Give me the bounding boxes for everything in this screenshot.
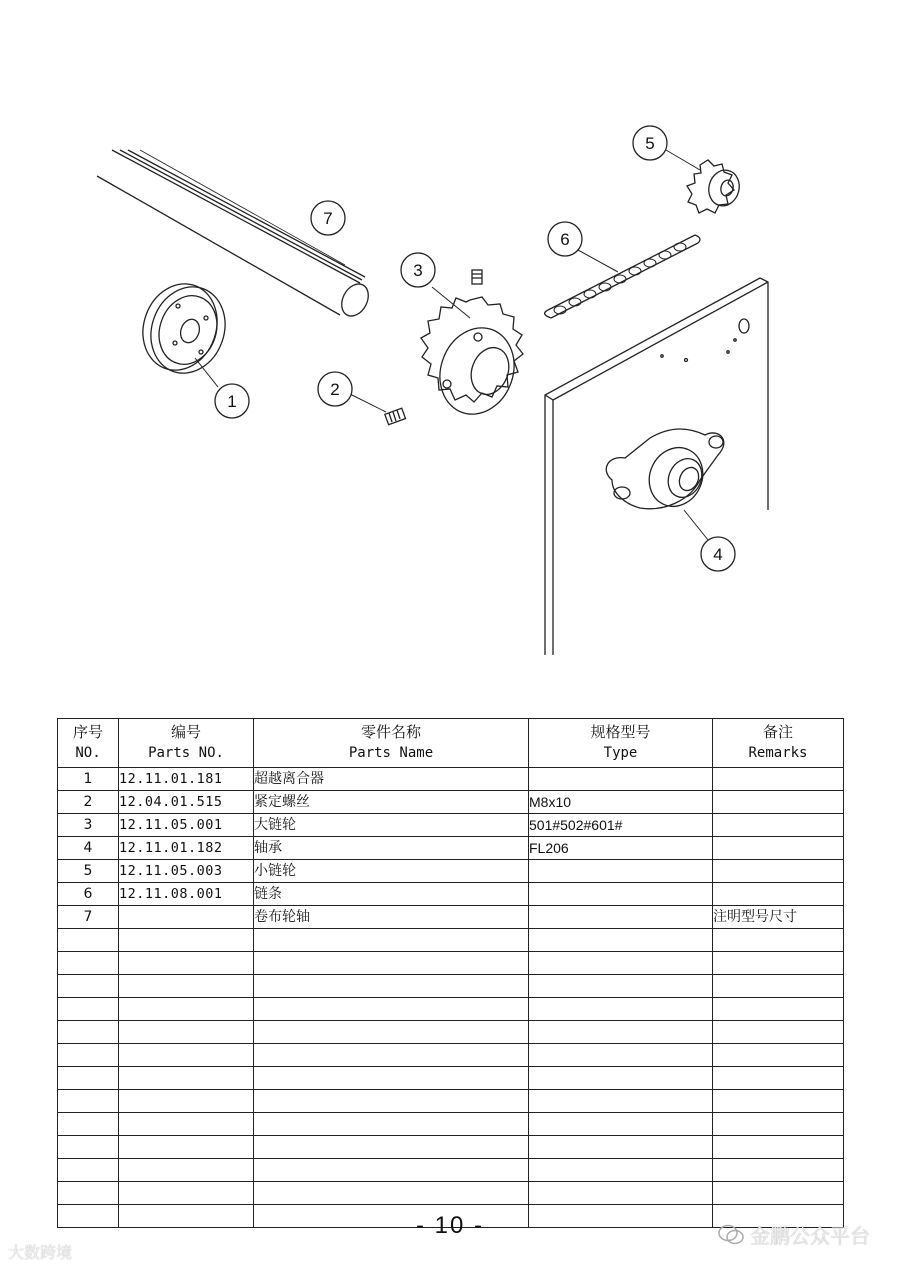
header-type — [529, 719, 713, 768]
table-row — [58, 975, 844, 998]
header-parts-name-en: Parts Name — [348, 745, 434, 761]
cell-name: 链条 — [254, 883, 529, 906]
cell-code — [119, 906, 254, 929]
cell-type: FL206 — [529, 837, 713, 860]
header-no-zh: 序号 — [72, 723, 103, 741]
cell-remark — [713, 952, 844, 975]
cell-no — [58, 1159, 119, 1182]
page-number: - 10 - — [415, 1212, 484, 1239]
table-row — [58, 1090, 844, 1113]
callout-6: 6 — [560, 230, 570, 249]
cell-type — [529, 1021, 713, 1044]
part-flange-bearing — [606, 429, 724, 540]
callout-2: 2 — [330, 380, 340, 399]
cell-name: 紧定螺丝 — [254, 791, 529, 814]
cell-no — [58, 1021, 119, 1044]
cell-name: 小链轮 — [254, 860, 529, 883]
cell-code — [119, 1067, 254, 1090]
part-frame-panel — [545, 278, 768, 655]
table-row — [58, 1067, 844, 1090]
cell-type — [529, 1090, 713, 1113]
cell-remark — [713, 814, 844, 837]
cell-code: 12.11.05.001 — [119, 814, 254, 837]
table-row — [58, 929, 844, 952]
cell-no: 4 — [58, 837, 119, 860]
cell-type — [529, 883, 713, 906]
watermark-right — [718, 1220, 870, 1249]
cell-name — [254, 1136, 529, 1159]
cell-name: 卷布轮轴 — [254, 906, 529, 929]
cell-name — [254, 952, 529, 975]
cell-type: M8x10 — [529, 791, 713, 814]
cell-type — [529, 1182, 713, 1205]
cell-remark — [713, 1113, 844, 1136]
header-type-zh: 规格型号 — [590, 723, 651, 741]
cell-code — [119, 1113, 254, 1136]
cell-no — [58, 1090, 119, 1113]
cell-name: 大链轮 — [254, 814, 529, 837]
part-clutch — [131, 273, 237, 387]
cell-code — [119, 975, 254, 998]
cell-remark — [713, 768, 844, 791]
table-row — [58, 860, 844, 883]
cell-remark — [713, 929, 844, 952]
cell-name — [254, 1159, 529, 1182]
cell-remark: 注明型号尺寸 — [713, 906, 844, 929]
table-row — [58, 883, 844, 906]
cell-type — [529, 952, 713, 975]
table-row — [58, 1182, 844, 1205]
cell-no: 6 — [58, 883, 119, 906]
table-row — [58, 952, 844, 975]
cell-type — [529, 1159, 713, 1182]
watermark-right-text: 金鹏公众平台 — [750, 1224, 870, 1248]
cell-type — [529, 998, 713, 1021]
table-row — [58, 837, 844, 860]
header-no — [58, 719, 119, 768]
header-parts-name — [254, 719, 529, 768]
cell-name — [254, 1021, 529, 1044]
cell-code — [119, 998, 254, 1021]
cell-code — [119, 1159, 254, 1182]
cell-type: 501#502#601# — [529, 814, 713, 837]
cell-name — [254, 998, 529, 1021]
cell-type — [529, 1136, 713, 1159]
cell-no: 2 — [58, 791, 119, 814]
callout-4: 4 — [713, 545, 723, 564]
cell-remark — [713, 998, 844, 1021]
watermark-left: 大数跨境 — [8, 1243, 73, 1262]
table-row — [58, 998, 844, 1021]
cell-code: 12.11.01.181 — [119, 768, 254, 791]
callout-7: 7 — [323, 209, 333, 228]
cell-name — [254, 1067, 529, 1090]
table-row — [58, 906, 844, 929]
callout-3: 3 — [413, 261, 423, 280]
part-large-sprocket — [421, 270, 526, 425]
cell-remark — [713, 1182, 844, 1205]
table-row — [58, 814, 844, 837]
cell-code — [119, 1182, 254, 1205]
header-parts-name-zh: 零件名称 — [360, 723, 421, 741]
table-row — [58, 1113, 844, 1136]
cell-name — [254, 929, 529, 952]
table-row — [58, 768, 844, 791]
cell-code — [119, 1021, 254, 1044]
cell-no — [58, 1044, 119, 1067]
cell-no — [58, 1182, 119, 1205]
cell-no: 1 — [58, 768, 119, 791]
cell-remark — [713, 791, 844, 814]
cell-code: 12.11.01.182 — [119, 837, 254, 860]
cell-type — [529, 906, 713, 929]
table-row — [58, 1159, 844, 1182]
cell-remark — [713, 883, 844, 906]
cell-code: 12.11.08.001 — [119, 883, 254, 906]
cell-code: 12.04.01.515 — [119, 791, 254, 814]
cell-no — [58, 1113, 119, 1136]
cell-remark — [713, 1021, 844, 1044]
cell-name: 轴承 — [254, 837, 529, 860]
cell-remark — [713, 975, 844, 998]
callout-5: 5 — [645, 134, 655, 153]
cell-remark — [713, 1044, 844, 1067]
cell-code — [119, 1136, 254, 1159]
header-parts-no — [119, 719, 254, 768]
table-row — [58, 791, 844, 814]
cell-code: 12.11.05.003 — [119, 860, 254, 883]
cell-name — [254, 1090, 529, 1113]
cell-code — [119, 929, 254, 952]
cell-type — [529, 1113, 713, 1136]
table-row — [58, 1021, 844, 1044]
table-header-row — [58, 719, 844, 768]
table-row — [58, 1044, 844, 1067]
cell-remark — [713, 1090, 844, 1113]
cell-no: 7 — [58, 906, 119, 929]
header-parts-no-zh: 编号 — [170, 723, 201, 741]
cell-name — [254, 975, 529, 998]
callout-1: 1 — [227, 392, 237, 411]
cell-type — [529, 860, 713, 883]
header-type-en: Type — [603, 745, 638, 761]
cell-remark — [713, 1136, 844, 1159]
cell-no — [58, 975, 119, 998]
cell-remark — [713, 1159, 844, 1182]
cell-type — [529, 975, 713, 998]
cell-code — [119, 1090, 254, 1113]
cell-name — [254, 1044, 529, 1067]
cell-remark — [713, 1067, 844, 1090]
cell-remark — [713, 837, 844, 860]
header-remarks — [713, 719, 844, 768]
header-remarks-en: Remarks — [748, 745, 808, 761]
cell-no — [58, 1136, 119, 1159]
cell-type — [529, 929, 713, 952]
callouts — [215, 126, 735, 571]
parts-table-body — [58, 768, 844, 1228]
wechat-icon — [718, 1224, 744, 1246]
cell-name — [254, 1182, 529, 1205]
cell-type — [529, 1044, 713, 1067]
cell-no — [58, 929, 119, 952]
parts-table — [57, 718, 844, 1228]
header-remarks-zh: 备注 — [762, 723, 793, 741]
cell-type — [529, 1067, 713, 1090]
part-set-screw — [350, 394, 406, 425]
cell-no — [58, 998, 119, 1021]
part-small-sprocket — [666, 150, 743, 213]
cell-code — [119, 1044, 254, 1067]
cell-name — [254, 1113, 529, 1136]
table-row — [58, 1136, 844, 1159]
header-parts-no-en: Parts NO. — [148, 745, 224, 761]
cell-name: 超越离合器 — [254, 768, 529, 791]
cell-code — [119, 952, 254, 975]
cell-remark — [713, 860, 844, 883]
cell-no: 5 — [58, 860, 119, 883]
cell-no — [58, 1067, 119, 1090]
cell-type — [529, 768, 713, 791]
part-shaft — [97, 150, 374, 321]
cell-no — [58, 952, 119, 975]
header-no-en: NO. — [75, 745, 101, 761]
cell-no: 3 — [58, 814, 119, 837]
